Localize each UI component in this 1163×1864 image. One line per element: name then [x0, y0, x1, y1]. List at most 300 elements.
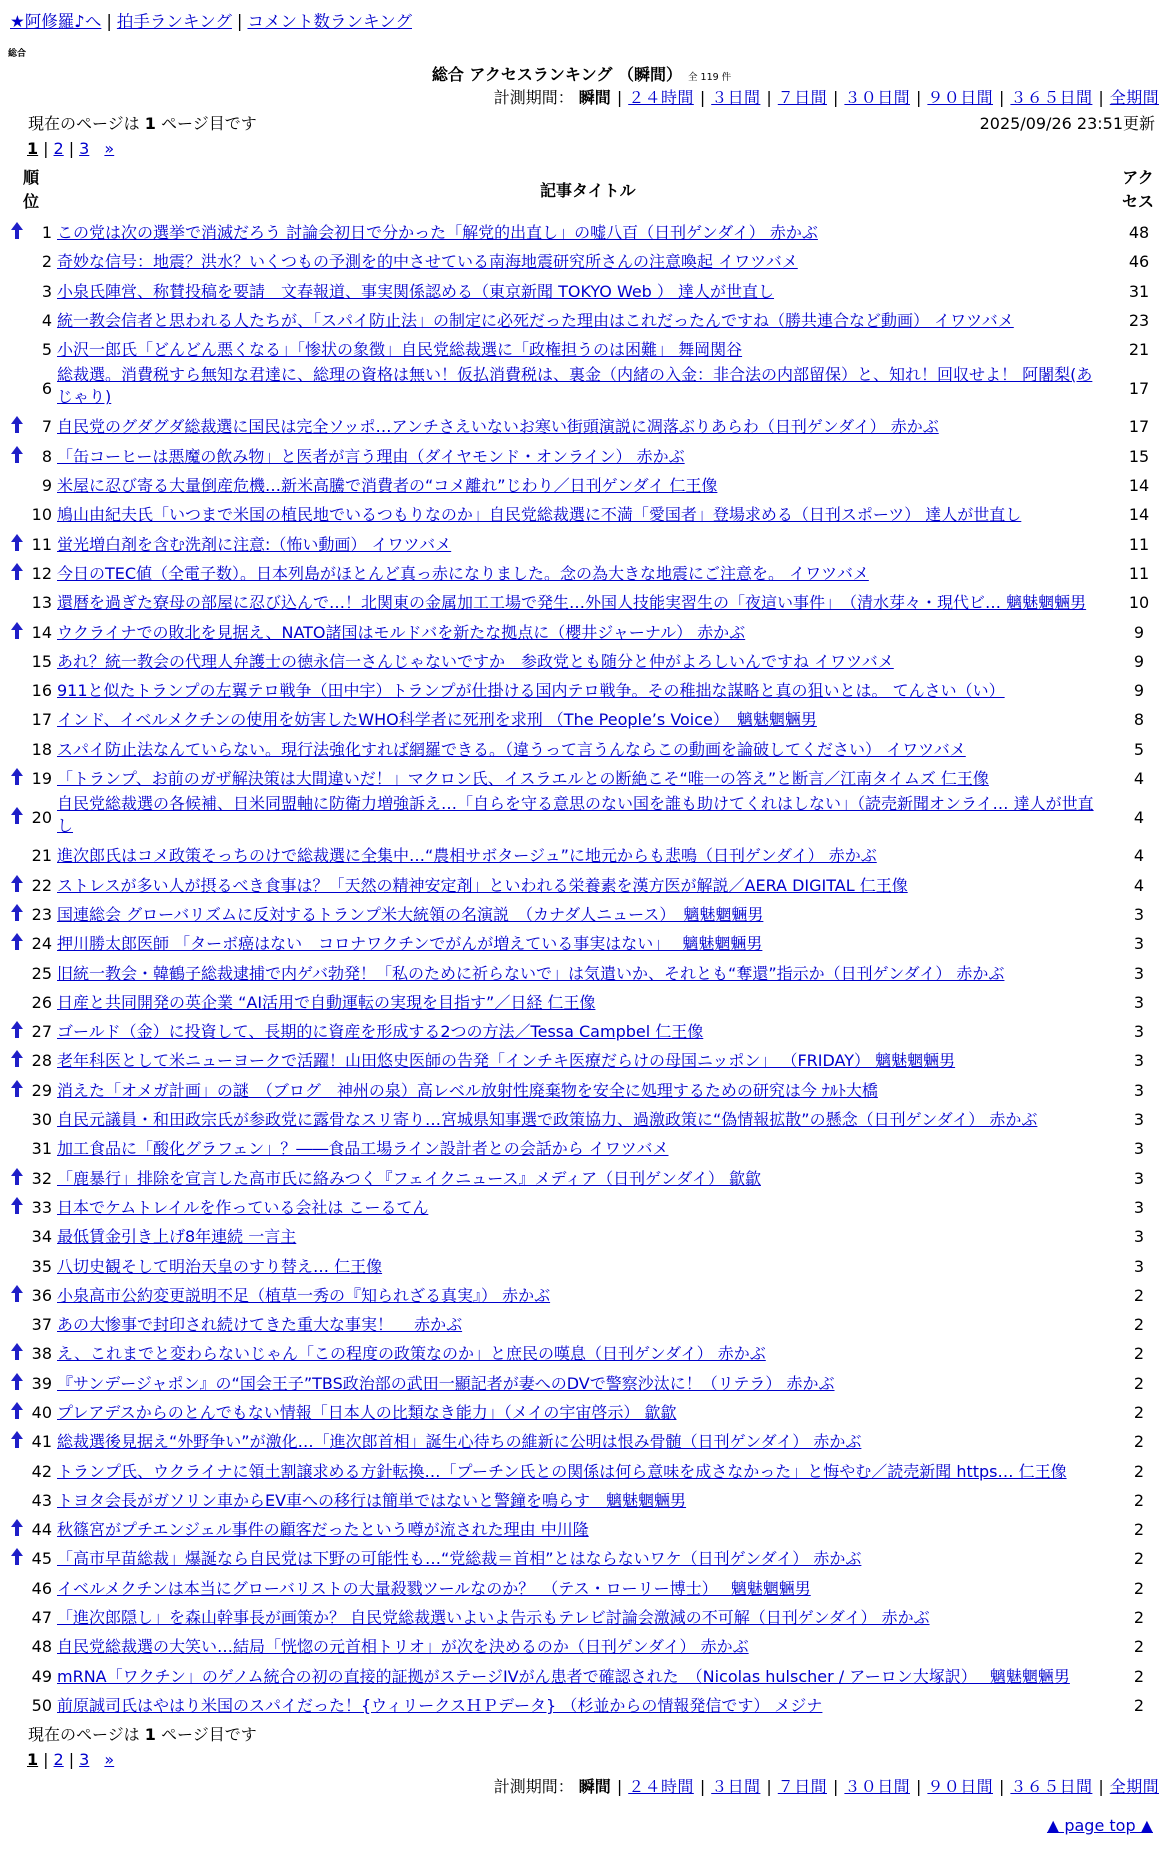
pager-top: 1 | 2 | 3 »: [27, 139, 115, 158]
title-cell: [57, 1139, 1107, 1159]
article-link[interactable]: mRNA「ワクチン」のゲノム統合の初の直接的証拠がステージIVがん患者で確認された （Nicolas hulscher / アーロン大塚訳） 魑魅魍魎男: [57, 1666, 1070, 1686]
article-link[interactable]: 今日のTEC値（全電子数）。日本列島がほとんど真っ赤になりました。念の為大きな地震にご注意を。 イワツバメ: [57, 563, 869, 583]
table-row: [0, 871, 1163, 900]
title-cell: [57, 1403, 1107, 1423]
article-link[interactable]: ウクライナでの敗北を見据え、NATO諸国はモルドバを新たな拠点に（櫻井ジャーナル） 赤かぶ: [57, 622, 746, 642]
access-count: 3: [1133, 1051, 1145, 1071]
top-nav: [10, 12, 412, 32]
title-cell: [57, 282, 1107, 302]
article-link[interactable]: 自民党総裁選の各候補、日米同盟軸に防衛力増強訴え…「自らを守る意思のない国を誰も助けてくれはしない」（読売新聞オンライ… 達人が世直し: [57, 794, 1094, 836]
article-link[interactable]: 「高市早苗総裁」爆誕なら自民党は下野の可能性も…“党総裁＝首相”とはならないワケ（日刊ゲンダイ） 赤かぶ: [57, 1549, 862, 1569]
up-arrow-icon: [10, 562, 24, 582]
up-arrow-icon: [10, 1518, 24, 1538]
rank-number: 21: [31, 846, 52, 866]
up-arrow-icon: [10, 621, 24, 641]
period-current: 瞬間: [578, 88, 611, 107]
page-status-number: 1: [144, 1725, 156, 1744]
table-row: [0, 471, 1163, 500]
table-row: [0, 735, 1163, 764]
article-link[interactable]: 最低賃金引き上げ8年連続 一言主: [57, 1227, 297, 1247]
access-count: 4: [1133, 808, 1145, 828]
access-count: 3: [1133, 1197, 1145, 1217]
access-count: 46: [1128, 252, 1150, 272]
title-cell: [57, 1081, 1107, 1101]
pager-current: 1: [27, 139, 39, 158]
access-count: 2: [1133, 1461, 1145, 1481]
title-cell: [57, 1432, 1107, 1452]
title-cell: [57, 1110, 1107, 1130]
nav-separator: |: [236, 12, 243, 31]
title-cell: [57, 1549, 1107, 1569]
table-row: [0, 793, 1163, 841]
rank-number: 45: [31, 1549, 52, 1569]
article-link[interactable]: あれ？統一教会の代理人弁護士の徳永信一さんじゃないですか 参政党とも随分と仲がよろしいんですね イワツバメ: [57, 651, 894, 671]
access-count: 3: [1133, 1227, 1145, 1247]
article-link[interactable]: 911と似たトランプの左翼テロ戦争（田中宇）トランプが仕掛ける国内テロ戦争。その稚拙な謀略と真の狙いとは。 てんさい（い）: [57, 681, 1005, 701]
article-link[interactable]: 還暦を過ぎた寮母の部屋に忍び込んで…！北関東の金属加工工場で発生…外国人技能実習生の「夜這い事件」 （清水芽々・現代ビ… 魑魅魍魎男: [57, 593, 1087, 613]
period-selector-top: 計測期間： 瞬間 | ２４時間 | ３日間 | ７日間 | ３０日間 | ９０日間 | ３６５日間 | 全期間: [493, 88, 1159, 107]
rank-number: 39: [31, 1373, 52, 1393]
rank-number: 29: [31, 1080, 52, 1100]
up-arrow-icon: [10, 932, 24, 952]
table-row: [0, 1544, 1163, 1573]
article-link[interactable]: 加工食品に「酸化グラフェン」？――食品工場ライン設計者との会話から イワツバメ: [57, 1139, 669, 1159]
rank-number: 27: [31, 1022, 52, 1042]
title-cell: [57, 1344, 1107, 1364]
article-link[interactable]: 八切史観そして明治天皇のすり替え… 仁王像: [57, 1256, 383, 1276]
rank-number: 47: [31, 1608, 52, 1628]
title-cell: [57, 364, 1107, 408]
access-count: 2: [1133, 1402, 1145, 1422]
table-row: [0, 1105, 1163, 1134]
article-link[interactable]: 日産と共同開発の英企業 “AI活用で自動運転の実現を目指す”／日経 仁王像: [57, 992, 596, 1012]
article-link[interactable]: 進次郎氏はコメ政策そっちのけで総裁選に全集中…“農相サボタージュ”に地元からも悲鳴（日刊ゲンダイ） 赤かぶ: [57, 846, 877, 866]
header-access: アクセス: [1121, 168, 1154, 211]
rank-number: 3: [41, 281, 52, 301]
table-row: [0, 306, 1163, 335]
article-link[interactable]: え、これまでと変わらないじゃん「この程度の政策なのか」と庶民の嘆息（日刊ゲンダイ） 赤かぶ: [57, 1344, 766, 1364]
title-cell: [57, 447, 1107, 467]
article-link[interactable]: インド、イベルメクチンの使用を妨害したWHO科学者に死刑を求刑 （The People’s Voice） 魑魅魍魎男: [57, 710, 817, 730]
access-count: 17: [1128, 417, 1150, 437]
table-row: [0, 1457, 1163, 1486]
up-arrow-icon: [10, 533, 24, 553]
pager-link-2[interactable]: 2: [53, 139, 64, 158]
rank-number: 34: [31, 1227, 52, 1247]
table-row: [0, 676, 1163, 705]
up-arrow-icon: [10, 1401, 24, 1421]
title-cell: [57, 1257, 1107, 1277]
page-status-bottom: [28, 1725, 257, 1745]
up-arrow-icon: [10, 1196, 24, 1216]
article-link[interactable]: イベルメクチンは本当にグローバリストの大量殺戮ツールなのか？ （テス・ローリー博士） 魑魅魍魎男: [57, 1578, 811, 1598]
period-link-24h[interactable]: ２４時間: [628, 88, 694, 107]
up-arrow-icon: [10, 1167, 24, 1187]
pager-link-3[interactable]: 3: [79, 1750, 90, 1769]
rank-number: 49: [31, 1666, 52, 1686]
period-link-30d[interactable]: ３０日間: [844, 1777, 910, 1796]
access-count: 2: [1133, 1637, 1145, 1657]
article-link[interactable]: 小泉氏陣営、称賛投稿を要請 文春報道、事実関係認める（東京新聞 TOKYO Web ） 達人が世直し: [57, 281, 775, 301]
table-row: [0, 412, 1163, 441]
title-cell: [57, 681, 1107, 701]
access-count: 23: [1128, 310, 1150, 330]
header-title: 記事タイトル: [540, 181, 636, 200]
access-count: 2: [1133, 1432, 1145, 1452]
title-cell: [57, 793, 1107, 837]
access-count: 3: [1133, 1256, 1145, 1276]
rank-number: 19: [31, 769, 52, 789]
title-cell: [57, 1462, 1107, 1482]
rank-number: 22: [31, 875, 52, 895]
access-count: 48: [1128, 223, 1150, 242]
table-row: [0, 1193, 1163, 1222]
article-link[interactable]: 小沢一郎氏「どんどん悪くなる」「惨状の象徴」自民党総裁選に「政権担うのは困難」 舞岡関谷: [57, 340, 743, 360]
updated-timestamp: 2025/09/26 23:51更新: [979, 114, 1155, 133]
access-count: 3: [1133, 1139, 1145, 1159]
period-label: 計測期間：: [493, 88, 574, 107]
table-row: [0, 442, 1163, 471]
total-count: 全 119 件: [688, 72, 732, 83]
up-arrow-icon: [10, 415, 24, 435]
rank-number: 31: [31, 1139, 52, 1159]
nav-separator: |: [106, 12, 112, 31]
table-row: [0, 1339, 1163, 1368]
comment-ranking-link[interactable]: コメント数ランキング: [247, 12, 412, 31]
up-arrow-icon: [10, 903, 24, 923]
title-cell: [57, 623, 1107, 643]
rank-number: 4: [41, 310, 52, 330]
table-row: [0, 959, 1163, 988]
pager-next[interactable]: »: [104, 1750, 115, 1769]
table-row: [0, 218, 1163, 247]
period-link-365d[interactable]: ３６５日間: [1010, 88, 1093, 107]
table-row: [0, 335, 1163, 364]
period-link-3d[interactable]: ３日間: [711, 1777, 761, 1796]
article-link[interactable]: 前原誠司氏はやはり米国のスパイだった！{ウィリークスＨＰデータ} （杉並からの情報発信です） メジナ: [57, 1695, 823, 1715]
title-cell: [57, 1198, 1107, 1218]
article-link[interactable]: ゴールド（金）に投資して、長期的に資産を形成する2つの方法／Tessa Campbel 仁王像: [57, 1022, 704, 1042]
access-count: 4: [1133, 846, 1145, 866]
access-count: 3: [1133, 1110, 1145, 1130]
table-row: [0, 705, 1163, 734]
rank-number: 28: [31, 1051, 52, 1071]
access-count: 2: [1133, 1285, 1145, 1305]
up-arrow-icon: [10, 1049, 24, 1069]
rank-number: 38: [31, 1344, 52, 1364]
period-link-90d[interactable]: ９０日間: [927, 88, 993, 107]
article-link[interactable]: 旧統一教会・韓鶴子総裁逮捕で内ゲバ勃発！「私のために祈らないで」は気遣いか、それとも“奪還”指示か（日刊ゲンダイ） 赤かぶ: [57, 963, 1005, 983]
article-link[interactable]: 鳩山由紀夫氏「いつまで米国の植民地でいるつもりなのか」自民党総裁選に不満「愛国者」登場求める（日刊スポーツ） 達人が世直し: [57, 505, 1022, 525]
article-link[interactable]: 蛍光増白剤を含む洗剤に注意:（怖い動画） イワツバメ: [57, 534, 452, 554]
access-count: 2: [1133, 1666, 1145, 1686]
title-cell: [57, 1227, 1107, 1247]
access-count: 4: [1133, 769, 1145, 789]
rank-number: 50: [31, 1695, 52, 1715]
rank-number: 44: [31, 1520, 52, 1540]
article-link[interactable]: 「鹿暴行」排除を宣言した高市氏に絡みつく『フェイクニュース』メディア（日刊ゲンダイ） 歙歙: [57, 1168, 761, 1188]
article-link[interactable]: 老年科医として米ニューヨークで活躍！山田悠史医師の告発「インチキ医療だらけの母国ニッポン」 （FRIDAY） 魑魅魍魎男: [57, 1051, 956, 1071]
period-link-all[interactable]: 全期間: [1109, 1777, 1159, 1796]
access-count: 9: [1133, 622, 1145, 642]
table-row: [0, 929, 1163, 958]
title-cell: [57, 476, 1107, 496]
article-link[interactable]: 総裁選後見据え“外野争い”が激化…「進次郎首相」誕生心待ちの維新に公明は恨み骨髄（日刊ゲンダイ） 赤かぶ: [57, 1432, 862, 1452]
title-cell: [57, 1491, 1107, 1511]
table-row: [0, 1017, 1163, 1046]
period-link-90d[interactable]: ９０日間: [927, 1777, 993, 1796]
rank-number: 32: [31, 1168, 52, 1188]
table-row: [0, 1662, 1163, 1691]
table-row: [0, 277, 1163, 306]
article-link[interactable]: 国連総会 グローバリズムに反対するトランプ米大統領の名演説 （カナダ人ニュース） 魑魅魍魎男: [57, 904, 764, 924]
up-arrow-icon: [10, 1284, 24, 1304]
page-top-link[interactable]: ▲ page top ▲: [1046, 1816, 1153, 1835]
table-row: [0, 1076, 1163, 1105]
article-link[interactable]: 総裁選。消費税すら無知な君達に、総理の資格は無い！仮払消費税は、裏金（内緒の入金：非合法の内部留保）と、知れ！回収せよ！ 阿闍梨(あじゃり): [57, 365, 1093, 407]
access-count: 3: [1133, 1080, 1145, 1100]
title-cell: [57, 417, 1107, 437]
article-link[interactable]: 『サンデージャポン』の“国会王子”TBS政治部の武田一顯記者が妻へのDVで警察沙汰に！（リテラ） 赤かぶ: [57, 1373, 835, 1393]
rank-number: 43: [31, 1490, 52, 1510]
table-row: [0, 247, 1163, 276]
table-row: [0, 1691, 1163, 1720]
period-link-3d[interactable]: ３日間: [711, 88, 761, 107]
access-count: 2: [1133, 1490, 1145, 1510]
rank-number: 6: [41, 379, 52, 399]
article-link[interactable]: 押川勝太郎医師 「ターボ癌はない コロナワクチンでがんが増えている事実はない」 魑魅魍魎男: [57, 934, 763, 954]
access-count: 8: [1133, 710, 1145, 730]
rank-number: 1: [41, 223, 52, 242]
title-cell: [57, 505, 1107, 525]
title-cell: [57, 593, 1107, 613]
article-link[interactable]: 「トランプ、お前のガザ解決策は大間違いだ！」マクロン氏、イスラエルとの断絶こそ“唯一の答え”と断言／江南タイムズ 仁王像: [57, 769, 989, 789]
article-link[interactable]: プレアデスからのとんでもない情報「日本人の比類なき能力」（メイの宇宙啓示） 歙歙: [57, 1402, 677, 1422]
period-selector-bottom: 計測期間： 瞬間 | ２４時間 | ３日間 | ７日間 | ３０日間 | ９０日間 | ３６５日間 | 全期間: [493, 1777, 1159, 1796]
article-link[interactable]: 自民党のグダグダ総裁選に国民は完全ソッポ…アンチさえいないお寒い街頭演説に凋落ぶりあらわ（日刊ゲンダイ） 赤かぶ: [57, 417, 939, 437]
title-cell: [57, 252, 1107, 272]
access-count: 3: [1133, 992, 1145, 1012]
period-link-30d[interactable]: ３０日間: [844, 88, 910, 107]
rank-number: 42: [31, 1461, 52, 1481]
page-title: [0, 62, 1163, 85]
article-link[interactable]: 米屋に忍び寄る大量倒産危機…新米高騰で消費者の“コメ離れ”じわり／日刊ゲンダイ 仁王像: [57, 476, 718, 496]
table-row: [0, 1134, 1163, 1163]
access-count: 4: [1133, 875, 1145, 895]
rank-number: 41: [31, 1432, 52, 1452]
table-row: [0, 364, 1163, 412]
pager-link-3[interactable]: 3: [79, 139, 90, 158]
title-cell: [57, 1051, 1107, 1071]
up-arrow-icon: [10, 221, 24, 241]
header-rank: 順位: [22, 168, 39, 211]
access-count: 2: [1133, 1520, 1145, 1540]
table-row: [0, 530, 1163, 559]
title-cell: [57, 934, 1107, 954]
article-link[interactable]: ストレスが多い人が摂るべき食事は？「天然の精神安定剤」といわれる栄養素を漢方医が解説／AERA DIGITAL 仁王像: [57, 875, 908, 895]
access-count: 3: [1133, 934, 1145, 954]
rank-number: 23: [31, 904, 52, 924]
up-arrow-icon: [10, 445, 24, 465]
article-link[interactable]: トヨタ会長がガソリン車からEV車への移行は簡単ではないと警鐘を鳴らす 魑魅魍魎男: [57, 1490, 687, 1510]
table-row: [0, 841, 1163, 870]
title-cell: [57, 1315, 1107, 1335]
title-cell: [57, 846, 1107, 866]
access-count: 14: [1128, 505, 1150, 525]
title-cell: [57, 769, 1107, 789]
page-status-before: 現在のページは: [28, 114, 145, 133]
period-link-7d[interactable]: ７日間: [777, 88, 827, 107]
table-row: [0, 1252, 1163, 1281]
access-count: 10: [1128, 593, 1150, 613]
rank-number: 37: [31, 1315, 52, 1335]
title-cell: [57, 710, 1107, 730]
rank-number: 7: [41, 417, 52, 437]
rank-number: 5: [41, 340, 52, 360]
article-link[interactable]: あの大惨事で封印され続けてきた重大な事実！ 赤かぶ: [57, 1315, 463, 1335]
access-count: 2: [1133, 1344, 1145, 1364]
article-link[interactable]: 秋篠宮がプチエンジェル事件の顧客だったという噂が流された理由 中川隆: [57, 1520, 589, 1540]
rank-number: 25: [31, 963, 52, 983]
period-link-7d[interactable]: ７日間: [777, 1777, 827, 1796]
table-row: [0, 1222, 1163, 1251]
access-count: 2: [1133, 1315, 1145, 1335]
table-row: [0, 647, 1163, 676]
article-link[interactable]: 奇妙な信号：地震？洪水？いくつもの予測を的中させている南海地震研究所さんの注意喚起 イワツバメ: [57, 252, 798, 272]
up-arrow-icon: [10, 767, 24, 787]
article-link[interactable]: 自民党総裁選の大笑い…結局「恍惚の元首相トリオ」が次を決めるのか（日刊ゲンダイ） 赤かぶ: [57, 1637, 749, 1657]
clap-ranking-link[interactable]: 拍手ランキング: [116, 12, 232, 31]
access-count: 2: [1133, 1549, 1145, 1569]
rank-number: 48: [31, 1637, 52, 1657]
title-cell: [57, 1022, 1107, 1042]
title-cell: [57, 740, 1107, 760]
article-link[interactable]: スパイ防止法なんていらない。現行法強化すれば網羅できる。（違うって言うんならこの動画を論破してください） イワツバメ: [57, 739, 966, 759]
rank-number: 46: [31, 1578, 52, 1598]
rank-number: 10: [31, 505, 52, 525]
title-cell: [57, 311, 1107, 331]
rank-number: 24: [31, 934, 52, 954]
page-status-number: 1: [144, 114, 156, 133]
up-arrow-icon: [10, 1020, 24, 1040]
article-link[interactable]: 小泉高市公約変更説明不足（植草一秀の『知られざる真実』） 赤かぶ: [57, 1285, 551, 1305]
page-status-after: ページ目です: [155, 114, 257, 133]
article-link[interactable]: この党は次の選挙で消滅だろう 討論会初日で分かった「解党的出直し」の嘘八百（日刊ゲンダイ） 赤かぶ: [57, 223, 818, 242]
table-row: [0, 588, 1163, 617]
period-link-365d[interactable]: ３６５日間: [1010, 1777, 1093, 1796]
article-link[interactable]: 日本でケムトレイルを作っている会社は こーるてん: [57, 1197, 429, 1217]
rank-number: 2: [41, 252, 52, 272]
page-status-after: ページ目です: [155, 1725, 257, 1744]
article-link[interactable]: 統一教会信者と思われる人たちが、「スパイ防止法」の制定に必死だった理由はこれだったんですね（勝共連合など動画） イワツバメ: [57, 310, 1014, 330]
up-arrow-icon: [10, 1342, 24, 1362]
article-link[interactable]: トランプ氏、ウクライナに領土割譲求める方針転換…「プーチン氏との関係は何ら意味を成さなかった」と悔やむ／読売新聞 https… 仁王像: [57, 1461, 1067, 1481]
table-row: [0, 1603, 1163, 1632]
article-link[interactable]: 自民元議員・和田政宗氏が参政党に露骨なスリ寄り…宮城県知事選で政策協力、過激政策に“偽情報拡散”の懸念（日刊ゲンダイ） 赤かぶ: [57, 1110, 1038, 1130]
access-count: 21: [1128, 340, 1150, 360]
pager-link-2[interactable]: 2: [53, 1750, 64, 1769]
rank-number: 40: [31, 1402, 52, 1422]
table-row: [0, 900, 1163, 929]
category-label: 総合: [8, 49, 27, 59]
period-link-24h[interactable]: ２４時間: [628, 1777, 694, 1796]
access-count: 14: [1128, 476, 1150, 496]
title-cell: [57, 1374, 1107, 1394]
access-count: 17: [1128, 379, 1150, 399]
title-cell: [57, 223, 1107, 243]
table-row: [0, 1574, 1163, 1603]
rank-number: 15: [31, 651, 52, 671]
home-link[interactable]: ★阿修羅♪へ: [10, 12, 102, 31]
table-row: [0, 1281, 1163, 1310]
title-cell: [57, 535, 1107, 555]
table-row: [0, 1427, 1163, 1456]
title-cell: [57, 564, 1107, 584]
table-row: [0, 559, 1163, 588]
ranking-list: [0, 218, 1163, 1720]
title-cell: [57, 1637, 1107, 1657]
rank-number: 14: [31, 622, 52, 642]
title-cell: [57, 905, 1107, 925]
title-cell: [57, 1286, 1107, 1306]
title-cell: [57, 1608, 1107, 1628]
period-link-all[interactable]: 全期間: [1109, 88, 1159, 107]
title-cell: [57, 1696, 1107, 1716]
article-link[interactable]: 「缶コーヒーは悪魔の飲み物」と医者が言う理由（ダイヤモンド・オンライン） 赤かぶ: [57, 446, 685, 466]
pager-bottom: 1 | 2 | 3 »: [27, 1750, 115, 1769]
title-cell: [57, 964, 1107, 984]
rank-number: 26: [31, 992, 52, 1012]
access-count: 3: [1133, 904, 1145, 924]
access-count: 2: [1133, 1373, 1145, 1393]
article-link[interactable]: 「進次郎隠し」を森山幹事長が画策か？ 自民党総裁選いよいよ告示もテレビ討論会激減の不可解（日刊ゲンダイ） 赤かぶ: [57, 1608, 930, 1628]
title-cell: [57, 1520, 1107, 1540]
table-row: [0, 1369, 1163, 1398]
title-cell: [57, 340, 1107, 360]
table-row: [0, 764, 1163, 793]
rank-number: 20: [31, 808, 52, 828]
rank-number: 30: [31, 1110, 52, 1130]
period-label: 計測期間：: [493, 1777, 574, 1796]
table-row: [0, 1310, 1163, 1339]
article-link[interactable]: 消えた「オメガ計画」の謎 （ブログ 神州の泉）高レベル放射性廃棄物を安全に処理するための研究は今 ﾅﾙﾄ大橋: [57, 1080, 878, 1100]
access-count: 9: [1133, 681, 1145, 701]
pager-next[interactable]: »: [104, 139, 115, 158]
up-arrow-icon: [10, 806, 24, 826]
page-status: [28, 114, 257, 134]
rank-number: 11: [31, 534, 52, 554]
table-row: [0, 1398, 1163, 1427]
table-row: [0, 1046, 1163, 1075]
access-count: 15: [1128, 446, 1150, 466]
access-count: 3: [1133, 1168, 1145, 1188]
rank-number: 9: [41, 476, 52, 496]
table-row: [0, 1164, 1163, 1193]
rank-number: 33: [31, 1197, 52, 1217]
access-count: 11: [1128, 563, 1150, 583]
rank-number: 8: [41, 446, 52, 466]
rank-number: 35: [31, 1256, 52, 1276]
up-arrow-icon: [10, 1372, 24, 1392]
title-cell: [57, 876, 1107, 896]
rank-number: 13: [31, 593, 52, 613]
table-row: [0, 1632, 1163, 1661]
access-count: 3: [1133, 1022, 1145, 1042]
table-row: [0, 1515, 1163, 1544]
table-row: [0, 988, 1163, 1017]
access-count: 11: [1128, 534, 1150, 554]
access-count: 5: [1133, 739, 1145, 759]
